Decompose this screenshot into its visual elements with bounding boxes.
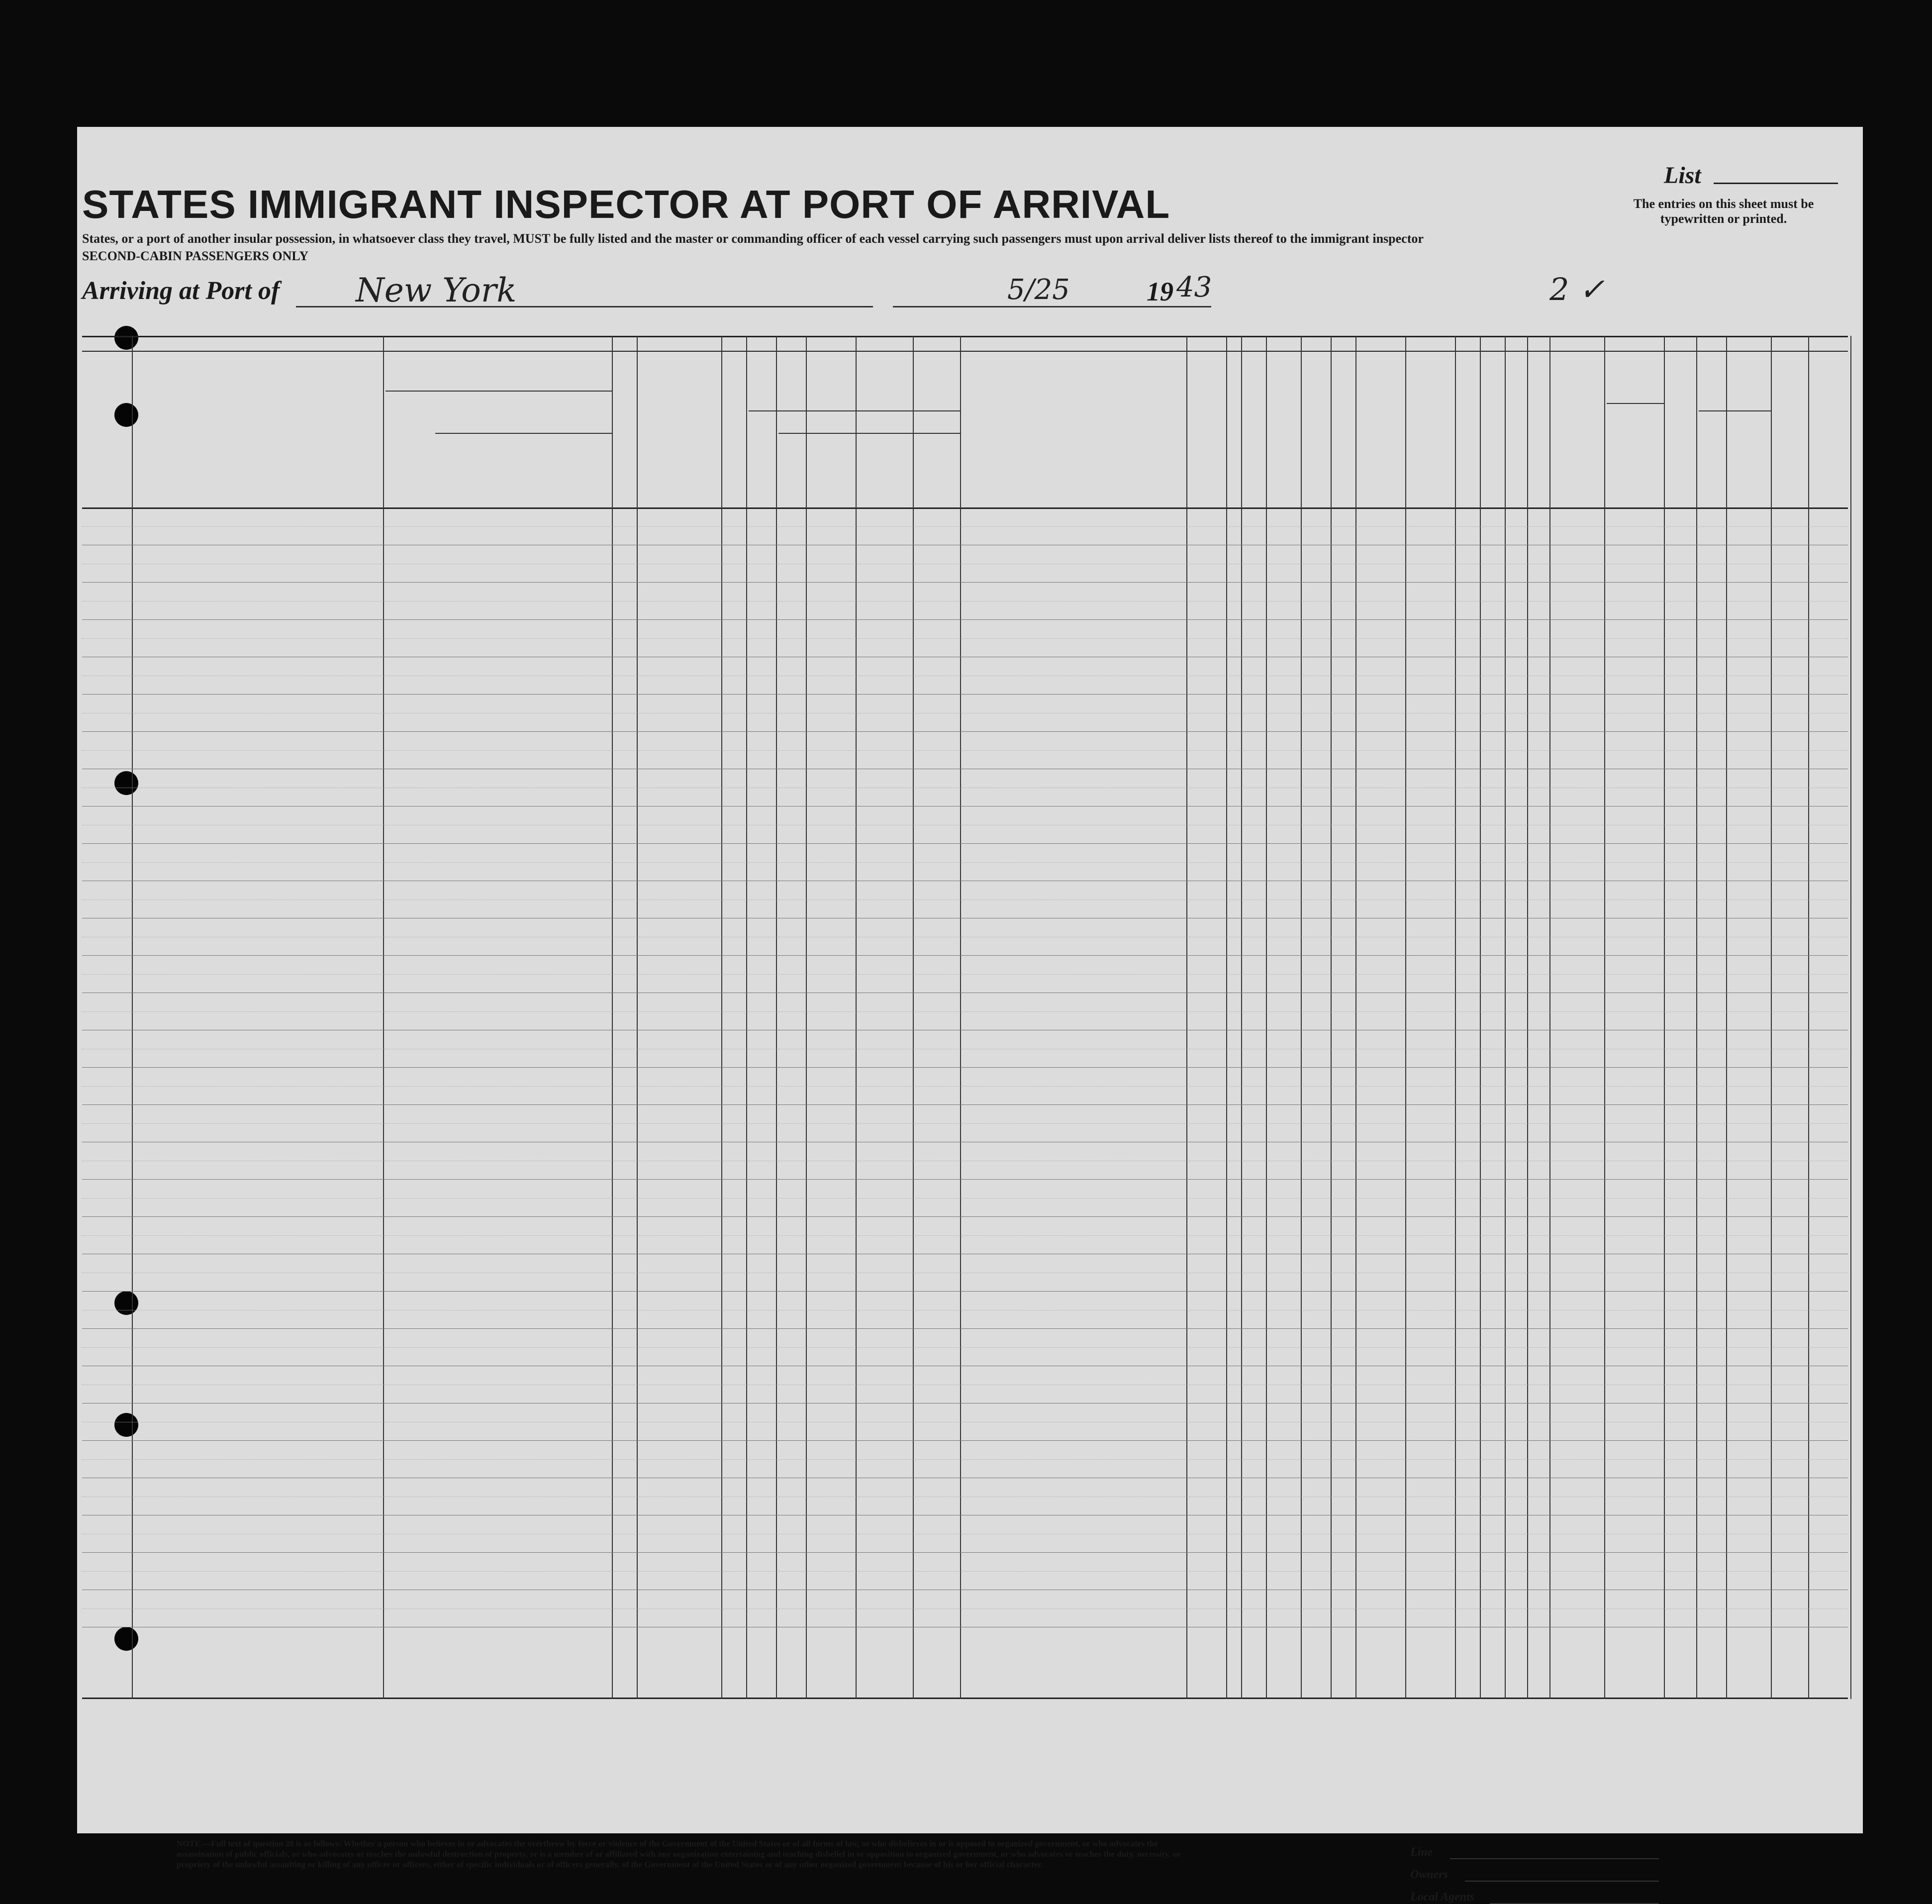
table-row [82, 955, 1848, 956]
column-divider [1241, 336, 1242, 1699]
column-divider [1549, 336, 1550, 1699]
column-header [1407, 356, 1453, 505]
column-divider [1355, 336, 1356, 1699]
table-row [82, 1067, 1848, 1068]
owners-field [1465, 1881, 1659, 1882]
table-row [82, 694, 1848, 695]
row-guide [82, 1011, 1848, 1012]
table-row [82, 1179, 1848, 1180]
column-header [1189, 386, 1224, 505]
column-divider [1664, 336, 1665, 1699]
column-header [1302, 356, 1329, 505]
row-guide [82, 1086, 1848, 1087]
year-field: 43 [1176, 271, 1212, 303]
instruction-text: States, or a port of another insular possession, in whatsoever class they travel, MUST be fully listed and the master or commanding officer of each vessel carrying such passengers must upon arrival deliver lists thereof to the immigrant inspector [82, 231, 1424, 246]
table-row [82, 1440, 1848, 1441]
column-header [1456, 356, 1478, 505]
column-divider [1771, 336, 1772, 1699]
row-guide [82, 1198, 1848, 1199]
column-divider [776, 336, 777, 1699]
column-header [613, 356, 635, 505]
table-row [82, 731, 1848, 732]
column-divider [1455, 336, 1456, 1699]
column-header [1636, 455, 1662, 500]
column-divider [1480, 336, 1481, 1699]
date-field: 5/25 [1007, 274, 1070, 306]
column-divider [806, 336, 807, 1699]
column-divider [1696, 336, 1697, 1699]
subheader-divider [749, 410, 960, 411]
column-header [723, 356, 744, 505]
column-divider [1331, 336, 1332, 1699]
column-divider [383, 336, 384, 1699]
row-guide [82, 1459, 1848, 1460]
column-divider [1604, 336, 1605, 1699]
page-title: STATES IMMIGRANT INSPECTOR AT PORT OF ARRIVAL [82, 182, 1170, 226]
subheader-divider [1699, 410, 1771, 411]
column-divider [1226, 336, 1227, 1699]
row-guide [82, 750, 1848, 751]
port-field: New York [356, 271, 517, 309]
column-divider [746, 336, 747, 1699]
question-28-note: NOTE.—Full text of question 28 is as follows: Whether a person who believes in or advocates the overthrow by force or violence of the Government of the United States or of all forms of law, or who disbelieves in or is opposed to organized government, or who advocates the assassination of public officials, or who advocates or teaches the unlawful destruction of property, or is a member of or affiliated with any organization entertaining and teaching disbelief in or opposition to organized government, or who advocates or teaches the duty, necessity, or propriety of the unlawful assaulting or killing of any officer or officers, either of specific individuals or of officers generally, of the Government of the United States or of any other organized government because of his or her official character. [177, 1839, 1181, 1869]
table-row [82, 1216, 1848, 1217]
manifest-table [82, 336, 1848, 1699]
subheader-divider [386, 391, 612, 392]
table-row [82, 843, 1848, 844]
line-label: Line [1410, 1846, 1433, 1859]
subheader-divider [778, 433, 960, 434]
table-row [82, 1104, 1848, 1105]
column-divider [1266, 336, 1267, 1699]
port-line [296, 306, 873, 307]
owners-label: Owners [1410, 1868, 1449, 1881]
subheader-divider [1607, 403, 1664, 404]
column-divider [856, 336, 857, 1699]
table-row [82, 1552, 1848, 1553]
row-guide [82, 862, 1848, 863]
table-row [82, 1291, 1848, 1292]
manifest-sheet [77, 127, 1863, 1904]
column-divider [913, 336, 914, 1699]
row-guide [82, 1123, 1848, 1124]
column-divider [1405, 336, 1406, 1699]
column-divider [1505, 336, 1506, 1699]
row-guide [82, 638, 1848, 639]
row-guide [82, 526, 1848, 527]
column-divider [1186, 336, 1187, 1699]
table-row [82, 582, 1848, 583]
list-number-line [1714, 183, 1838, 184]
column-divider [1808, 336, 1809, 1699]
entries-note: The entries on this sheet must be typewritten or printed. [1633, 197, 1814, 226]
row-guide [82, 1571, 1848, 1572]
year-prefix: 19 [1147, 277, 1173, 306]
column-divider [612, 336, 613, 1699]
column-divider [960, 336, 961, 1699]
column-header [1332, 356, 1353, 505]
arriving-label: Arriving at Port of [82, 277, 280, 305]
column-divider [1850, 336, 1851, 1699]
column-divider [637, 336, 638, 1699]
row-guide [82, 1347, 1848, 1348]
list-check-mark: 2 ✓ [1549, 271, 1605, 307]
column-divider [132, 336, 133, 1699]
column-header [1481, 356, 1503, 505]
column-divider [1301, 336, 1302, 1699]
column-header [1228, 386, 1239, 505]
column-header [1607, 455, 1632, 500]
list-label: List [1664, 162, 1701, 189]
table-row [82, 619, 1848, 620]
column-divider [1527, 336, 1528, 1699]
subheader-divider [435, 433, 612, 434]
row-guide [82, 974, 1848, 975]
table-row [82, 1328, 1848, 1329]
cabin-class-text: SECOND-CABIN PASSENGERS ONLY [82, 249, 309, 263]
row-guide [82, 1235, 1848, 1236]
column-header [1267, 356, 1299, 505]
column-header [1357, 356, 1403, 505]
column-divider [721, 336, 722, 1699]
agents-label: Local Agents [1410, 1891, 1475, 1904]
row-guide [82, 1608, 1848, 1609]
column-divider [1726, 336, 1727, 1699]
column-header [1243, 386, 1264, 505]
